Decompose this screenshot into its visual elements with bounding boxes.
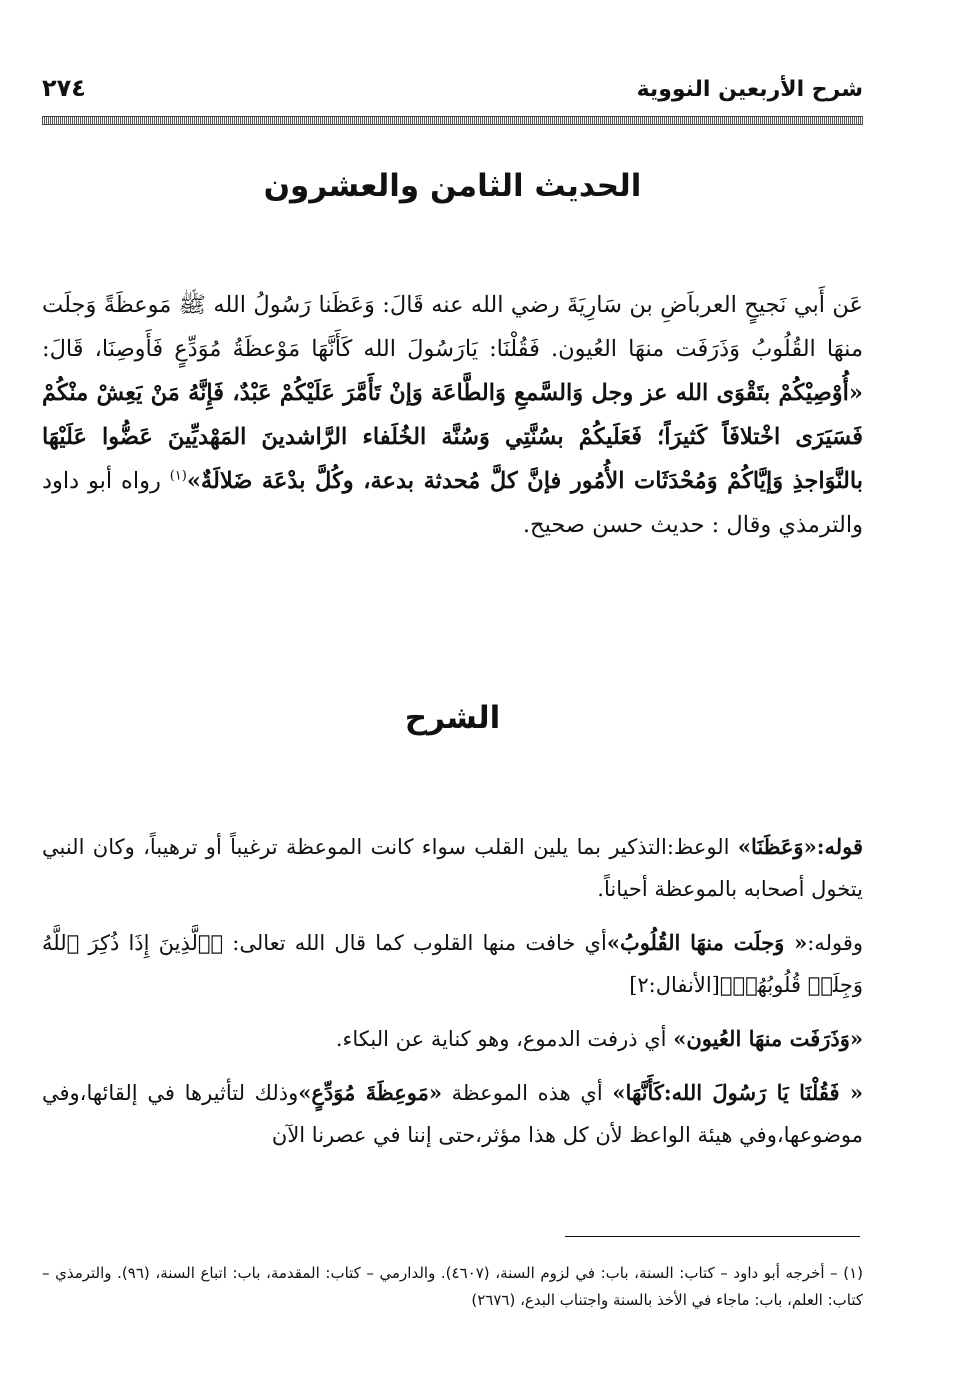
paragraph-prefix: قوله: xyxy=(816,834,863,859)
hadith-source: رواه أبو داود والترمذي وقال : حديث حسن صحيح. xyxy=(42,468,863,538)
quoted-phrase: «وَذَرَفَت منهَا العُيون» xyxy=(673,1026,863,1051)
quoted-phrase: «وَعَظَنَا» xyxy=(737,834,817,859)
paragraph-text: أي هذه الموعظة xyxy=(441,1081,613,1105)
quoted-phrase: « وَجلَت منهَا القُلُوبُ» xyxy=(606,930,808,955)
footnote-separator xyxy=(565,1236,860,1237)
quoted-phrase: «مَوعِظَةَ مُوَدِّعٍ» xyxy=(298,1080,442,1105)
hadith-text-part-1: وَعَظَنا رَسُولُ الله ﷺ مَوعظَةً وَجلَت منهَا القُلُوبُ وَذَرَفَت منهَا العُيون. فَقُلْنَا: يَارَسُولَ الله كَأَنَّهَا مَوْعظَةُ مُوَدِّعٍ فَأَوصِنَا، قَالَ: xyxy=(42,292,863,362)
paragraph-text: وذلك لتأثيرها في إلقائها،وفي موضوعها،وفي هيئة الواعظ لأن كل هذا مؤثر،حتى إننا في عصرنا الآن xyxy=(42,1081,863,1147)
header-rule xyxy=(42,116,863,125)
commentary-paragraph xyxy=(42,922,863,1006)
hadith-narrator-intro: عَن أَبي نَجيحٍ العرباَضِ بن سَارِيَةَ رضي الله عنه قَالَ: xyxy=(374,292,863,318)
paragraph-text: أي خافت منها القلوب كما قال الله تعالى: ﴿ٱلَّذِينَ إِذَا ذُكِرَ ٱللَّهُ وَجِلَتۡ قُلُوبُهُمۡ﴾[الأنفال:٢] xyxy=(42,931,863,997)
paragraph-text: الوعظ:التذكير بما يلين القلب سواء كانت الموعظة ترغيباً أو ترهيباً، وكان النبي يتخول أصحابه بالموعظة أحياناً. xyxy=(42,835,863,901)
hadith-title: الحديث الثامن والعشرون xyxy=(263,168,642,204)
quoted-phrase: « فَقُلْنَا يَا رَسُولَ الله:كَأَنَّهَا» xyxy=(612,1080,864,1105)
paragraph-text: أي ذرفت الدموع، وهو كناية عن البكاء. xyxy=(335,1027,674,1051)
running-header xyxy=(42,74,863,102)
commentary-body xyxy=(42,826,863,1168)
hadith-text-part-2: «أُوْصِيْكُمْ بتَقْوَى الله عز وجل وَالسَّمعِ وَالطَّاعَة وَإنْ تَأَمَّرَ عَلَيْكُمْ عَبْدٌ، فَإِنَّهُ مَنْ يَعِشْ منْكُمْ فَسَيَرَى اخْتلافَاً كَثيرَاً؛ فَعَلَيكُمْ بسُنَّتِي وَسُنَّة الخُلَفاء الرَّاشدينَ المَهْديِّينَ عَضُّوا عَلَيْهَا بالنَّوَاجذِ وَإيَّاكُمْ وَمُحْدَثَات الأُمُور فإنَّ كلَّ مُحدثة بدعة، وكُلَّ بدْعَة ضَلالَةٌ» xyxy=(42,380,863,494)
paragraph-prefix: وقوله: xyxy=(807,931,863,955)
commentary-title: الشرح xyxy=(404,700,501,736)
footnote-marker: (١) xyxy=(169,468,187,484)
commentary-paragraph xyxy=(42,1018,863,1060)
footnote: (١) – أخرجه أبو داود – كتاب: السنة، باب: في لزوم السنة، (٤٦٠٧). والدارمي – كتاب: المقدمة، باب: اتباع السنة، (٩٦). والترمذي – كتاب: العلم، باب: ماجاء في الأخذ بالسنة واجتناب البدع، (٢٦٧٦) xyxy=(42,1264,863,1309)
commentary-paragraph xyxy=(42,1072,863,1156)
page-number: ٢٧٤ xyxy=(42,74,86,102)
book-title: شرح الأربعين النووية xyxy=(636,77,863,102)
hadith-text xyxy=(42,283,863,547)
commentary-paragraph xyxy=(42,826,863,910)
